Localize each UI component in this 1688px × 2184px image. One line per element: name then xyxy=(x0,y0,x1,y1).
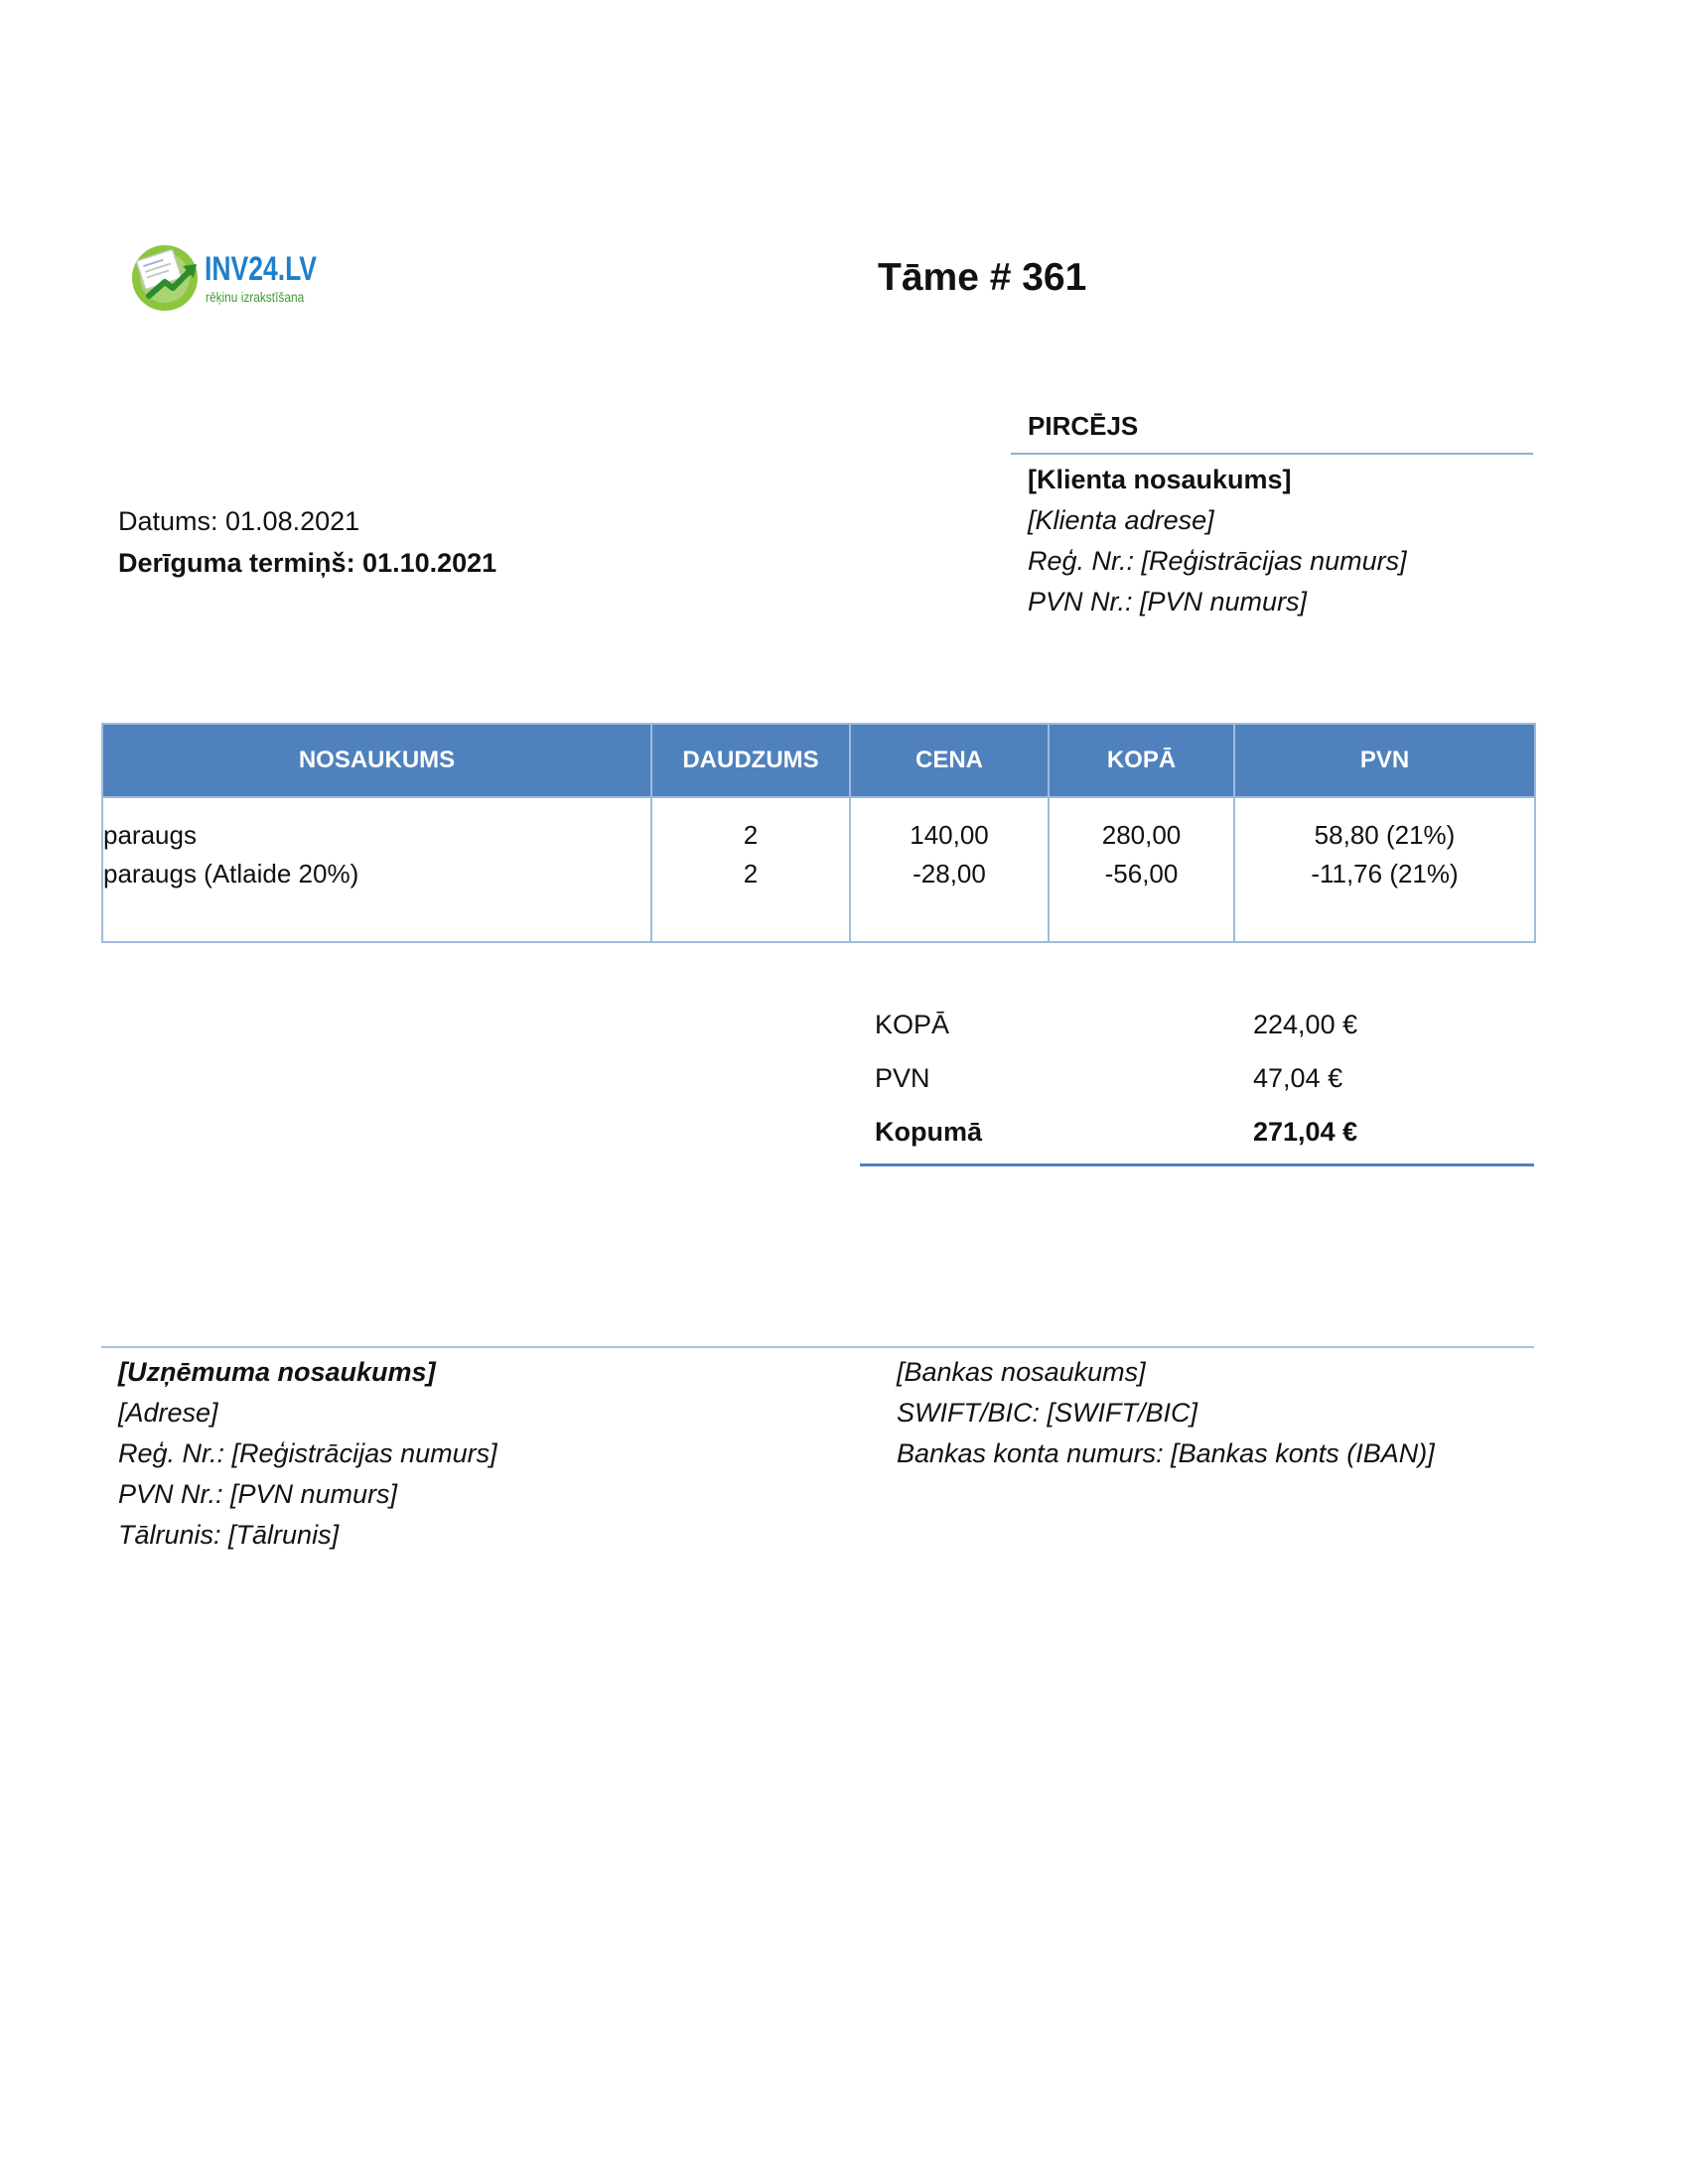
item-name: paraugs (Atlaide 20%) xyxy=(103,859,359,888)
item-vat: 58,80 (21%) xyxy=(1314,820,1456,850)
buyer-heading: PIRCĒJS xyxy=(1028,411,1139,441)
document-title: Tāme # 361 xyxy=(878,256,1087,299)
bank-name: [Bankas nosaukums] xyxy=(897,1357,1146,1387)
items-body-row xyxy=(102,797,1535,942)
col-header-name: NOSAUKUMS xyxy=(102,724,651,797)
subtotal-label: KOPĀ xyxy=(875,1010,950,1039)
col-header-quantity: DAUDZUMS xyxy=(651,724,850,797)
col-header-price: CENA xyxy=(850,724,1049,797)
bank-swift: SWIFT/BIC: [SWIFT/BIC] xyxy=(897,1398,1197,1428)
subtotal-value: 224,00 € xyxy=(1253,1010,1358,1039)
quantity-cell xyxy=(651,797,850,942)
bank-account: Bankas konta numurs: [Bankas konts (IBAN)] xyxy=(897,1438,1435,1468)
vat-total-value: 47,04 € xyxy=(1253,1063,1343,1093)
item-quantity: 2 xyxy=(743,859,759,888)
grand-total-label: Kopumā xyxy=(875,1117,982,1147)
issue-date: Datums: 01.08.2021 xyxy=(118,506,360,536)
company-name: [Uzņēmuma nosaukums] xyxy=(118,1357,436,1387)
item-total: 280,00 xyxy=(1101,820,1182,850)
col-header-total: KOPĀ xyxy=(1049,724,1234,797)
company-address: [Adrese] xyxy=(118,1398,218,1428)
buyer-reg-number: Reģ. Nr.: [Reģistrācijas numurs] xyxy=(1028,546,1407,576)
item-total: -56,00 xyxy=(1104,859,1179,888)
name-cell xyxy=(102,797,651,942)
grand-total-value: 271,04 € xyxy=(1253,1117,1358,1147)
item-name: paraugs xyxy=(103,820,197,850)
buyer-vat-number: PVN Nr.: [PVN numurs] xyxy=(1028,587,1308,616)
price-cell xyxy=(850,797,1049,942)
company-vat-number: PVN Nr.: [PVN numurs] xyxy=(118,1479,398,1509)
company-reg-number: Reģ. Nr.: [Reģistrācijas numurs] xyxy=(118,1438,497,1468)
totals-underline xyxy=(860,1163,1534,1166)
item-price: 140,00 xyxy=(910,820,989,850)
logo-tagline: rēķinu izrakstīšana xyxy=(206,289,305,305)
items-header-row xyxy=(102,724,1535,797)
footer-divider xyxy=(101,1346,1534,1348)
buyer-address: [Klienta adrese] xyxy=(1028,505,1214,535)
col-header-vat: PVN xyxy=(1234,724,1535,797)
items-table xyxy=(101,723,1536,943)
vat-cell xyxy=(1234,797,1535,942)
total-cell xyxy=(1049,797,1234,942)
validity-date: Derīguma termiņš: 01.10.2021 xyxy=(118,548,497,578)
item-quantity: 2 xyxy=(743,820,759,850)
buyer-name: [Klienta nosaukums] xyxy=(1028,465,1292,494)
item-vat: -11,76 (21%) xyxy=(1311,859,1459,888)
item-price: -28,00 xyxy=(913,859,986,888)
company-phone: Tālrunis: [Tālrunis] xyxy=(118,1520,340,1550)
vat-total-label: PVN xyxy=(875,1063,930,1093)
logo-brand-text: INV24.LV xyxy=(205,250,318,288)
buyer-divider xyxy=(1011,453,1533,455)
